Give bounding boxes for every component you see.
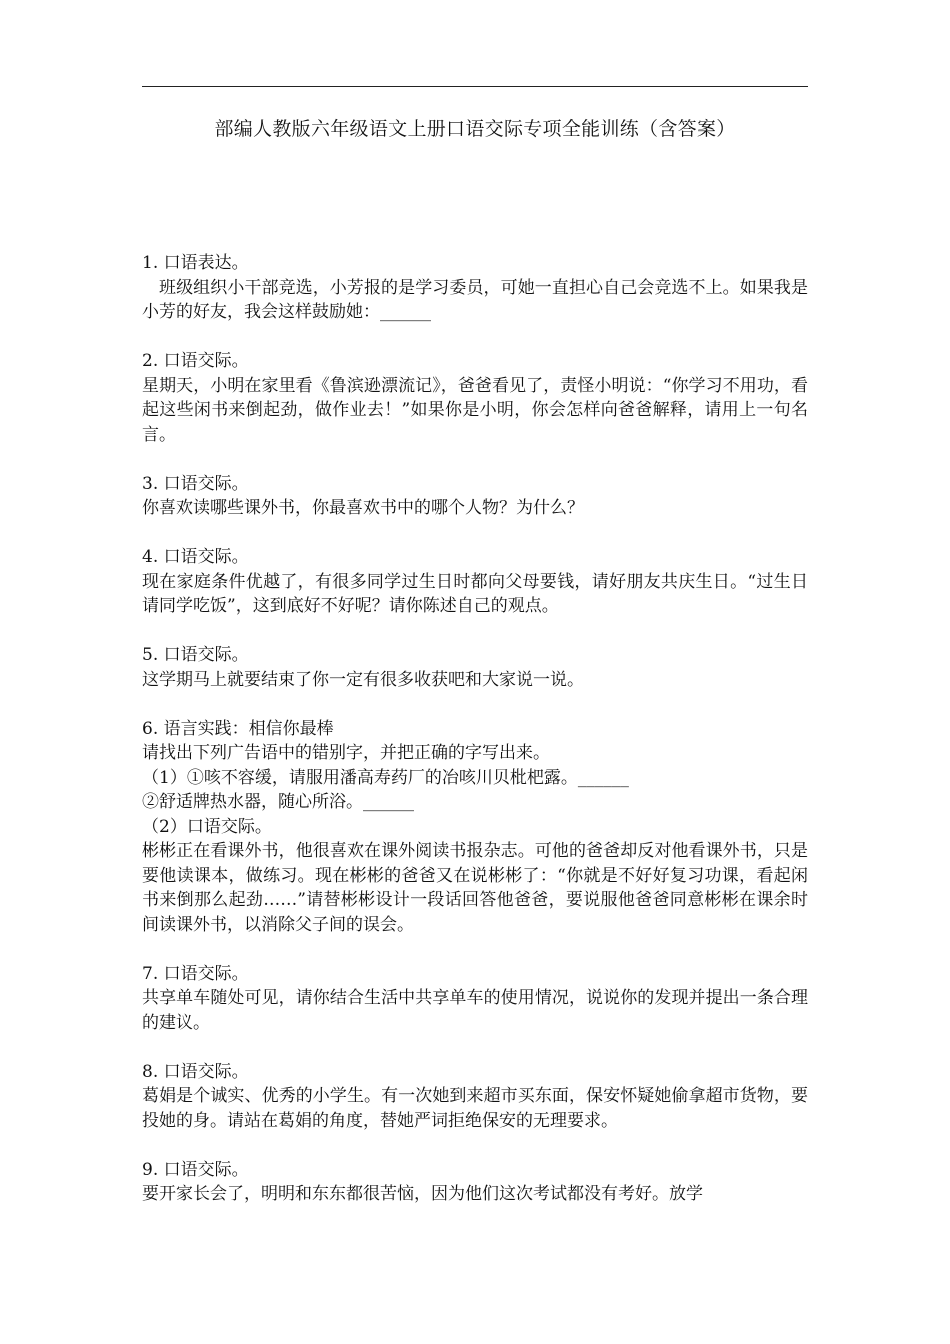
question-text: 班级组织小干部竞选，小芳报的是学习委员，可她一直担心自己会竞选不上。如果我是小芳的好友，我会这样鼓励她：______ [142,277,808,322]
question-instruction: 请找出下列广告语中的错别字，并把正确的字写出来。 [142,743,550,763]
question-2 [142,349,808,447]
document-title: 部编人教版六年级语文上册口语交际专项全能训练（含答案） [214,118,736,140]
question-title: 3. 口语交际。 [142,473,249,494]
question-text: 现在家庭条件优越了，有很多同学过生日时都向父母要钱，请好朋友共庆生日。“过生日请同学吃饭”，这到底好不好呢？请你陈述自己的观点。 [142,571,808,616]
question-9 [142,1158,808,1207]
sub-question-2-title: （2）口语交际。 [142,816,272,837]
question-text: 你喜欢读哪些课外书，你最喜欢书中的哪个人物？为什么？ [142,498,584,518]
question-title: 7. 口语交际。 [142,963,249,984]
question-6 [142,717,808,938]
sub-question-1b: ②舒适牌热水器，随心所浴。______ [142,792,414,812]
question-text: 要开家长会了，明明和东东都很苦恼，因为他们这次考试都没有考好。放学 [142,1184,703,1204]
question-title: 9. 口语交际。 [142,1159,249,1180]
question-7 [142,962,808,1036]
sub-question-1a: （1）①咳不容缓，请服用潘高寿药厂的冶咳川贝枇杷露。______ [142,767,629,788]
question-title: 4. 口语交际。 [142,547,249,567]
question-3 [142,472,808,521]
question-list [142,251,808,1231]
question-text: 葛娟是个诚实、优秀的小学生。有一次她到来超市买东面，保安怀疑她偷拿超市货物，要投她的身。请站在葛娟的角度，替她严词拒绝保安的无理要求。 [142,1086,808,1131]
question-text: 这学期马上就要结束了你一定有很多收获吧和大家说一说。 [142,669,584,690]
question-title: 6. 语言实践：相信你最棒 [142,718,334,739]
question-8 [142,1060,808,1134]
question-text: 星期天，小明在家里看《鲁滨逊漂流记》，爸爸看见了，责怪小明说：“你学习不用功，看起这些闲书来倒起劲，做作业去！”如果你是小明，你会怎样向爸爸解释，请用上一句名言。 [142,375,808,445]
sub-question-2-text: 彬彬正在看课外书，他很喜欢在课外阅读书报杂志。可他的爸爸却反对他看课外书，只是要他读课本，做练习。现在彬彬的爸爸又在说彬彬了：“你就是不好好复习功课，看起闲书来倒那么起劲……”请替彬彬设计一段话回答他爸爸，要说服他爸爸同意彬彬在课余时间读课外书，以消除父子间的误会。 [142,841,808,935]
question-4 [142,545,808,619]
header-rule [142,86,808,87]
question-title: 8. 口语交际。 [142,1061,249,1082]
question-title: 2. 口语交际。 [142,351,249,371]
question-text: 共享单车随处可见，请你结合生活中共享单车的使用情况，说说你的发现并提出一条合理的建议。 [142,988,808,1033]
question-title: 1. 口语表达。 [142,253,249,273]
question-1 [142,251,808,325]
question-5 [142,643,808,692]
question-title: 5. 口语交际。 [142,645,249,665]
